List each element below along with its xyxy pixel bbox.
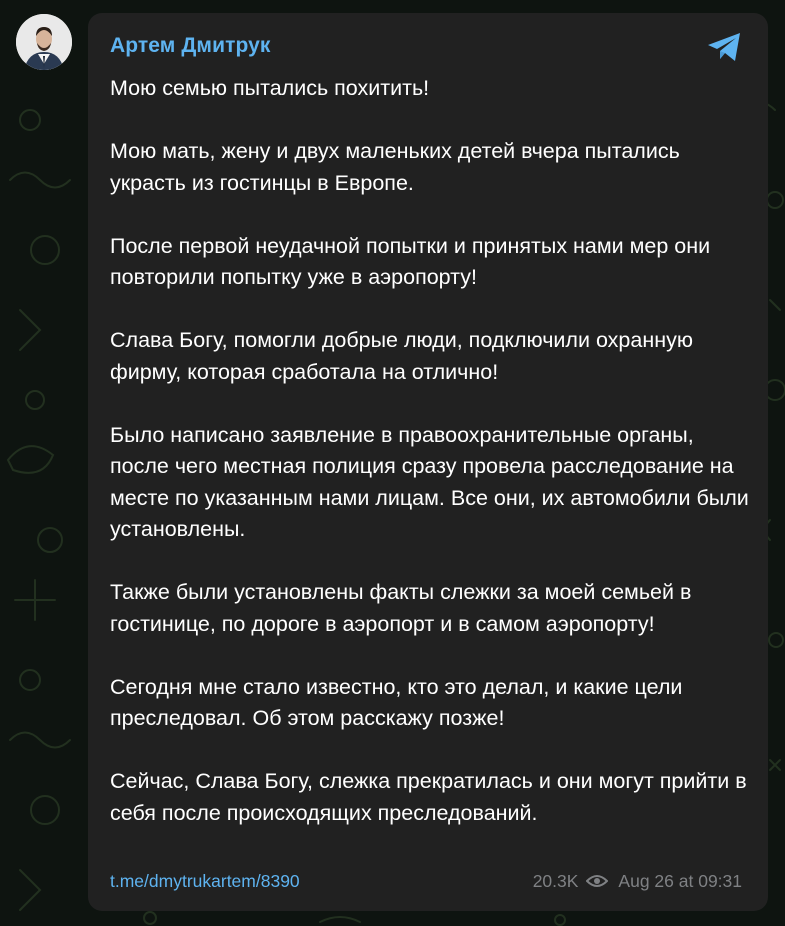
post-paragraph: Сейчас, Слава Богу, слежка прекратилась и они могут прийти в себя после происходящих преследований.	[110, 769, 747, 825]
post-paragraph: После первой неудачной попытки и принятых нами мер они повторили попытку уже в аэропорту!	[110, 233, 711, 289]
post-timestamp: Aug 26 at 09:31	[618, 870, 742, 891]
telegram-icon[interactable]	[706, 31, 744, 63]
post-paragraph: Было написано заявление в правоохранительные органы, после чего местная полиция сразу провела расследование на месте по указанным нами лицам. Все они, их автомобили были установлены.	[110, 422, 749, 541]
post-paragraph: Также были установлены факты слежки за моей семьей в гостинице, по дороге в аэропорт и в самом аэропорту!	[110, 580, 692, 636]
post-link[interactable]: t.me/dmytrukartem/8390	[110, 870, 300, 891]
post-paragraph: Мою мать, жену и двух маленьких детей вчера пытались украсть из гостинцы в Европе.	[110, 139, 680, 195]
post-paragraph: Слава Богу, помогли добрые люди, подключили охранную фирму, которая сработала на отлично!	[110, 328, 693, 384]
eye-icon	[586, 874, 608, 888]
person-avatar-icon	[16, 14, 72, 70]
post-paragraph: Мою семью пытались похитить!	[110, 76, 430, 100]
author-name[interactable]: Артем Дмитрук	[110, 34, 271, 57]
views-count: 20.3K	[532, 870, 579, 891]
post-text	[110, 73, 750, 829]
post-meta	[533, 871, 742, 892]
message-bubble	[88, 13, 768, 911]
channel-avatar[interactable]	[16, 14, 72, 70]
post-paragraph: Сегодня мне стало известно, кто это делал, и какие цели преследовал. Об этом расскажу позже!	[110, 674, 683, 730]
post-footer	[110, 868, 742, 894]
